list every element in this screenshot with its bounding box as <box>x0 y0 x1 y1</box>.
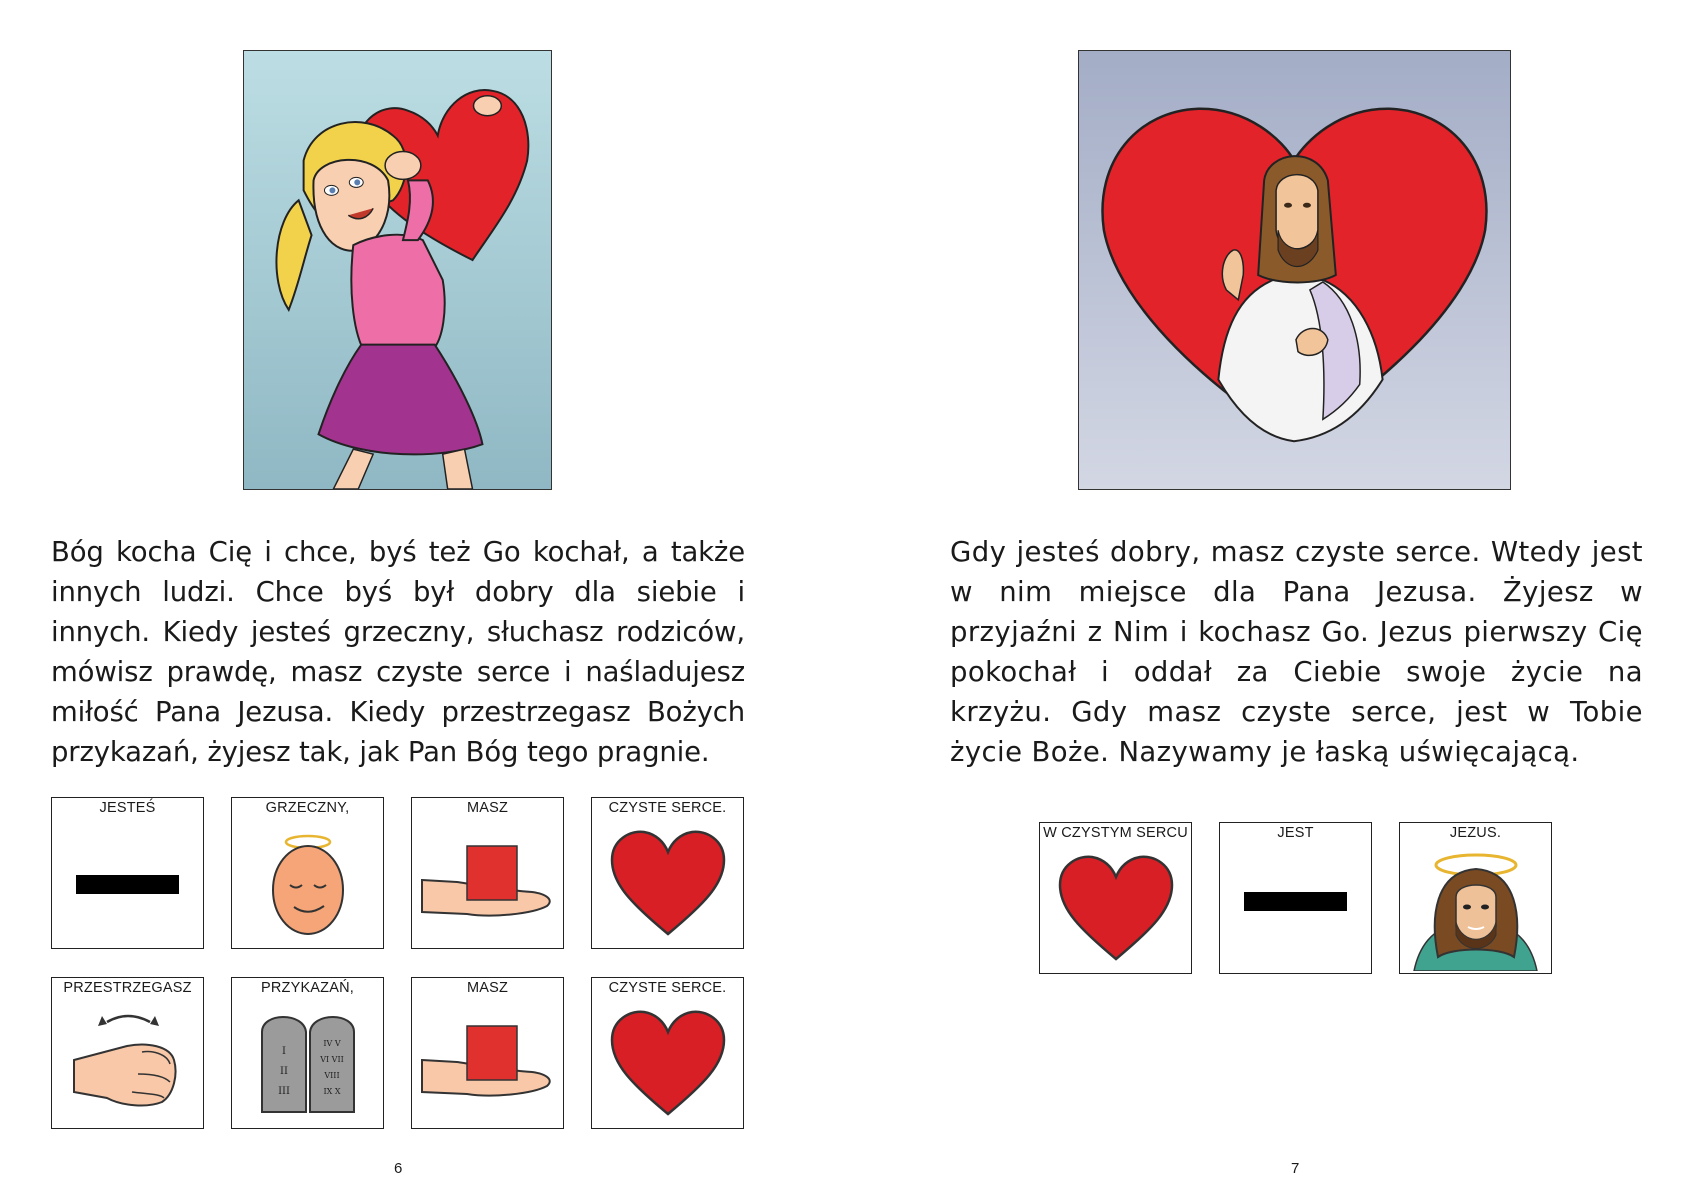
symbol-label: W CZYSTYM SERCU <box>1043 825 1188 841</box>
heart-icon <box>1040 847 1191 971</box>
jesus-face-icon <box>1400 847 1551 971</box>
page-number-right: 7 <box>1291 1160 1300 1177</box>
girl-heart-illustration <box>243 50 552 490</box>
left-paragraph: Bóg kocha Cię i chce, byś też Go kochał, a także innych ludzi. Chce byś był dobry dla siebie i innych. Kiedy jesteś grzeczny, słuchasz rodziców, mówisz prawdę, masz czyste serce i naśladujesz miłość Pana Jezusa. Kiedy przestrzegasz Bożych przykazań, żyjesz tak, jak Pan Bóg tego pragnie. <box>51 536 745 768</box>
symbol-card-przestrzegasz <box>51 977 204 1129</box>
hand-holding-icon <box>412 1002 563 1126</box>
heart-icon <box>592 822 743 946</box>
symbol-label: GRZECZNY, <box>265 800 350 816</box>
symbol-label: CZYSTE SERCE. <box>608 800 727 816</box>
hand-holding-icon <box>412 822 563 946</box>
symbol-card-jestes <box>51 797 204 949</box>
symbol-label: PRZESTRZEGASZ <box>63 980 192 996</box>
fist-obey-icon <box>52 1002 203 1126</box>
symbol-label: MASZ <box>466 800 509 816</box>
svg-text:III: III <box>278 1086 290 1097</box>
svg-text:VIII: VIII <box>324 1071 340 1080</box>
symbol-card-grzeczny <box>231 797 384 949</box>
dash-icon <box>1220 847 1371 971</box>
svg-text:IV V: IV V <box>323 1039 341 1048</box>
symbol-card-przykazan <box>231 977 384 1129</box>
symbol-card-masz <box>411 797 564 949</box>
symbol-label: JEST <box>1277 825 1314 841</box>
symbol-label: JESTEŚ <box>99 800 156 816</box>
symbol-label: JEZUS. <box>1449 825 1502 841</box>
symbol-label: MASZ <box>466 980 509 996</box>
symbol-label: PRZYKAZAŃ, <box>260 980 355 996</box>
svg-text:VI VII: VI VII <box>320 1055 344 1064</box>
symbol-card-czyste-serce-2 <box>591 977 744 1129</box>
symbol-label: CZYSTE SERCE. <box>608 980 727 996</box>
symbol-card-masz-2 <box>411 977 564 1129</box>
symbol-card-czyste-serce <box>591 797 744 949</box>
svg-text:I: I <box>282 1046 286 1057</box>
svg-text:II: II <box>280 1066 288 1077</box>
symbol-card-jest <box>1219 822 1372 974</box>
symbol-card-w-czystym-sercu <box>1039 822 1192 974</box>
commandment-tablets-icon <box>232 1002 383 1126</box>
svg-text:IX X: IX X <box>323 1087 341 1096</box>
dash-icon <box>52 822 203 946</box>
heart-icon <box>592 1002 743 1126</box>
right-paragraph: Gdy jesteś dobry, masz czyste serce. Wtedy jest w nim miejsce dla Pana Jezusa. Żyjesz w przyjaźni z Nim i kochasz Go. Jezus pierwszy Cię pokochał i oddał za Ciebie swoje życie na krzyżu. Gdy masz czyste serce, jest w Tobie życie Boże. Nazywamy je łaską uświęcającą. <box>950 536 1643 768</box>
page-number-left: 6 <box>394 1160 403 1177</box>
well-behaved-face-icon <box>232 822 383 946</box>
jesus-heart-illustration <box>1078 50 1511 490</box>
symbol-card-jezus <box>1399 822 1552 974</box>
